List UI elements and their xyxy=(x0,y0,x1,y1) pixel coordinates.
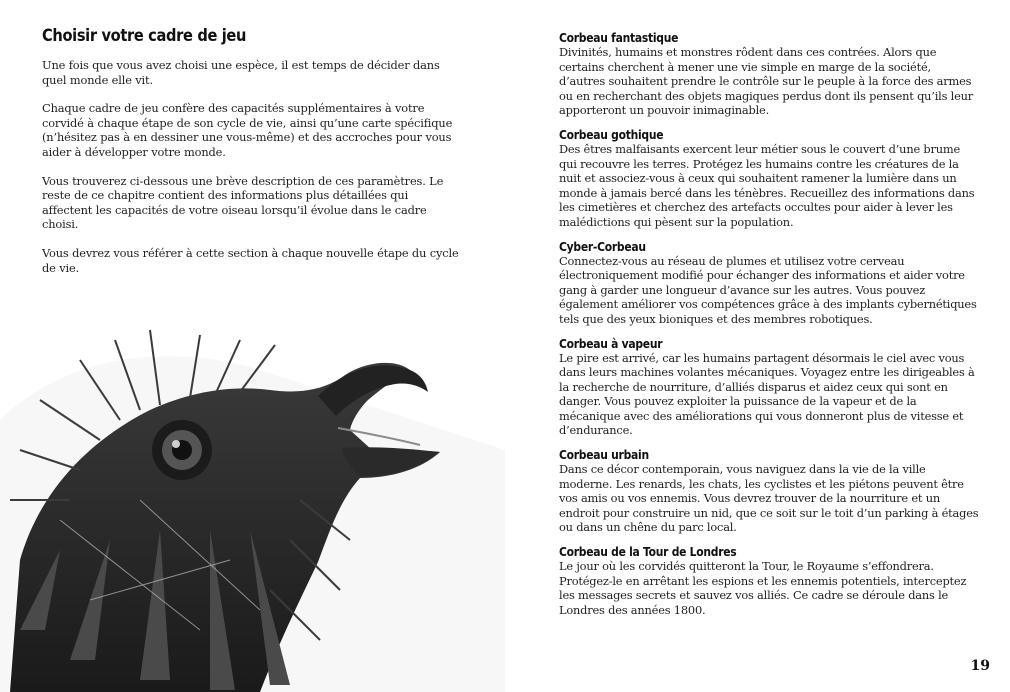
setting-section xyxy=(559,336,979,439)
right-page xyxy=(505,0,1010,692)
setting-section xyxy=(559,239,979,327)
setting-title: Corbeau fantastique xyxy=(559,30,679,45)
intro-paragraph: Une fois que vous avez choisi une espèce, il est temps de décider dans quel monde elle vit. xyxy=(42,58,440,87)
setting-description: Le jour où les corvidés quitteront la Tour, le Royaume s’effondrera. Protégez-le en arrêtant les espions et les ennemis potentiels, interceptez les messages secrets et sauvez vos alliés. Ce cadre se déroule dans le Londres des années 1800. xyxy=(559,559,967,617)
intro-paragraph: Vous trouverez ci-dessous une brève description de ces paramètres. Le reste de ce chapitre contient des informations plus détaillées qui affectent les capacités de votre oiseau lorsqu’il évolue dans le cadre choisi. xyxy=(42,173,444,232)
setting-title: Corbeau gothique xyxy=(559,126,664,142)
setting-title: Cyber-Corbeau xyxy=(559,238,646,254)
setting-section xyxy=(559,30,979,118)
setting-description: Dans ce décor contemporain, vous naviguez dans la vie de la ville moderne. Les renards, les chats, les cyclistes et les piétons peuvent être vos amis ou vos ennemis. Vous devrez trouver de la nourriture et un endroit pour construire un nid, que ce soit sur le toit d’un parking à étages ou dans un chêne du parc local. xyxy=(559,462,979,535)
setting-description: Le pire est arrivé, car les humains partagent désormais le ciel avec vous dans leurs machines volantes mécaniques. Voyagez entre les dirigeables à la recherche de nourriture, d’alliés disparus et aidez ceux qui sont en danger. Vous pouvez exploiter la puissance de la vapeur et de la mécanique avec des améliorations qui vous donneront plus de vitesse et d’endurance. xyxy=(559,350,975,438)
setting-section xyxy=(559,544,979,617)
setting-section xyxy=(559,127,979,230)
settings-list xyxy=(559,30,979,626)
setting-section xyxy=(559,447,979,535)
intro-paragraph: Vous devrez vous référer à cette section à chaque nouvelle étape du cycle de vie. xyxy=(42,245,459,275)
setting-title: Corbeau de la Tour de Londres xyxy=(559,544,737,560)
setting-description: Divinités, humains et monstres rôdent dans ces contrées. Alors que certains cherchent à mener une vie simple en marge de la société, d’autres souhaitent prendre le contrôle sur le peuple à la force des armes ou en recherchant des objets magiques perdus dont ils pensent qu’ils leur apporteront un pouvoir inimaginable. xyxy=(559,45,974,118)
setting-description: Connectez-vous au réseau de plumes et utilisez votre cerveau électroniquement modifié pour échanger des informations et aider votre gang à garder une longueur d’avance sur les autres. Vous pouvez également améliorer vos compétences grâce à des implants cybernétiques tels que des yeux bioniques et des membres robotiques. xyxy=(559,253,977,326)
page-heading: Choisir votre cadre de jeu xyxy=(42,26,247,46)
raven-illustration-icon xyxy=(0,300,505,692)
setting-description: Des êtres malfaisants exercent leur métier sous le couvert d’une brume qui recouvre les terres. Protégez les humains contre les créatures de la nuit et associez-vous à ceux qui souhaitent ramener la lumière dans un monde à jamais bercé dans les ténèbres. Recueillez des informations dans les cimetières et cherchez des artefacts occultes pour aider à lever les malédictions qui pèsent sur la population. xyxy=(559,141,975,229)
intro-paragraph: Chaque cadre de jeu confère des capacités supplémentaires à votre corvidé à chaque étape de son cycle de vie, ainsi qu’une carte spécifique (n’hésitez pas à en dessiner une vous-même) et des accroches pour vous aider à développer votre monde. xyxy=(42,101,453,159)
intro-text xyxy=(42,58,460,289)
setting-title: Corbeau à vapeur xyxy=(559,335,663,351)
page-number: 19 xyxy=(970,658,990,674)
setting-title: Corbeau urbain xyxy=(559,447,649,463)
